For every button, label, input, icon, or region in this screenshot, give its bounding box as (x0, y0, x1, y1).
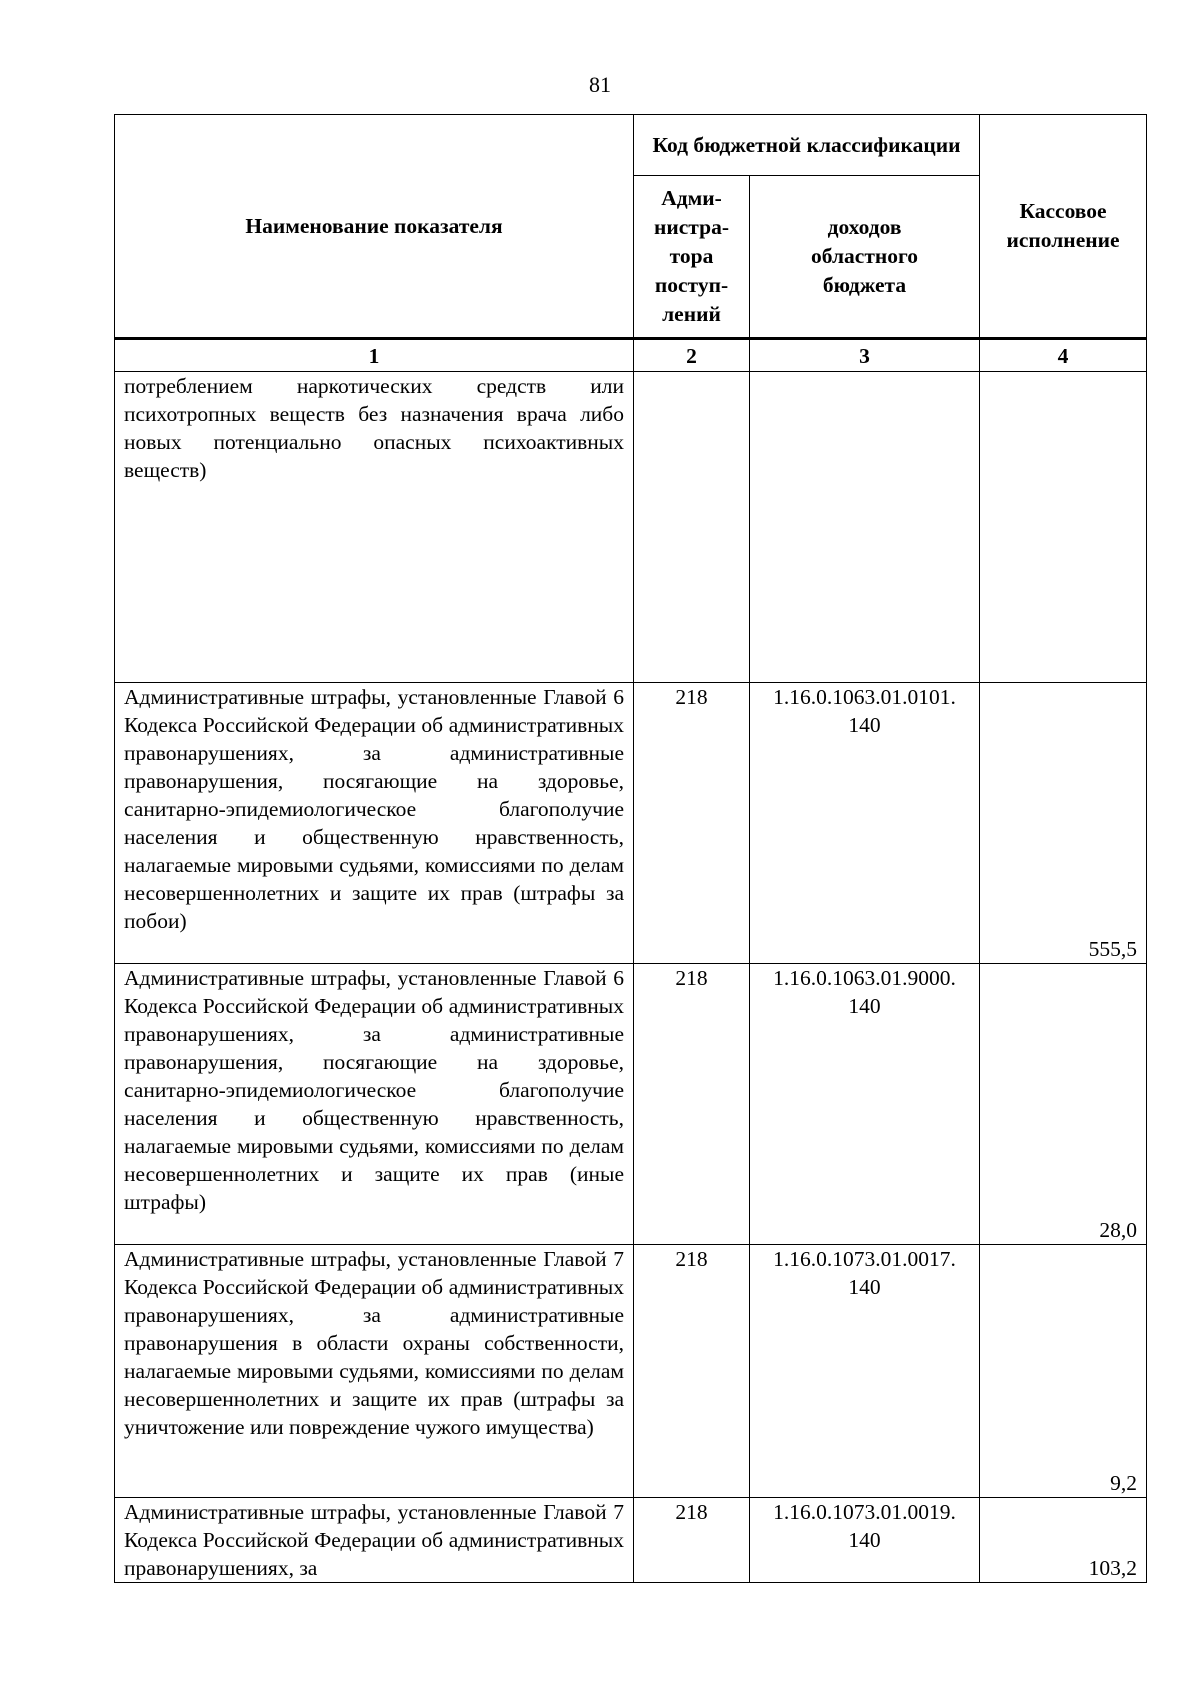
budget-revenue-table (114, 114, 1147, 1583)
header-revenue-line: доходов (827, 215, 902, 239)
revenue-code-cell (750, 964, 980, 1245)
column-number: 4 (980, 339, 1147, 372)
indicator-name-cell: Административные штрафы, установленные Главой 6 Кодекса Российской Федерации об административных правонарушениях, за административные правонарушения, посягающие на здоровье, санитарно-эпидемиологическое благополучие населения и общественную нравственность, налагаемые мировыми судьями, комиссиями по делам несовершеннолетних и защите их прав (иные штрафы) (115, 964, 634, 1245)
page-number: 81 (589, 72, 611, 97)
indicator-name-cell: потреблением наркотических средств или психотропных веществ без назначения врача либо новых потенциально опасных психоактивных веществ) (115, 372, 634, 683)
cash-execution-cell: 9,2 (980, 1245, 1147, 1498)
header-revenue-line: бюджета (822, 273, 907, 297)
revenue-code-line: 140 (848, 994, 881, 1018)
header-indicator-name: Наименование показателя (115, 115, 634, 339)
header-cash-execution-line: Кассовое (1019, 199, 1107, 223)
header-admin-line: нистра- (653, 215, 729, 239)
header-budget-classification-code: Код бюджетной классификации (634, 115, 980, 176)
indicator-name-cell: Административные штрафы, установленные Главой 7 Кодекса Российской Федерации об административных правонарушениях, за административные правонарушения в области охраны собственности, налагаемые мировыми судьями, комиссиями по делам несовершеннолетних и защите их прав (штрафы за уничтожение или повреждение чужого имущества) (115, 1245, 634, 1498)
header-admin-line: лений (662, 302, 721, 326)
revenue-code-line: 1.16.0.1063.01.9000. (773, 966, 956, 990)
cash-execution-cell: 555,5 (980, 683, 1147, 964)
indicator-name-cell: Административные штрафы, установленные Главой 6 Кодекса Российской Федерации об административных правонарушениях, за административные правонарушения, посягающие на здоровье, санитарно-эпидемиологическое благополучие населения и общественную нравственность, налагаемые мировыми судьями, комиссиями по делам несовершеннолетних и защите их прав (штрафы за побои) (115, 683, 634, 964)
header-admin-line: поступ- (654, 273, 729, 297)
revenue-code-line: 140 (848, 1275, 881, 1299)
table-row (115, 683, 1147, 964)
table-row (115, 1245, 1147, 1498)
table-row (115, 372, 1147, 683)
header-admin-line: Адми- (661, 186, 722, 210)
column-number: 2 (634, 339, 750, 372)
revenue-code-line: 1.16.0.1073.01.0019. (773, 1500, 956, 1524)
cash-execution-cell: 28,0 (980, 964, 1147, 1245)
administrator-code-cell: 218 (634, 683, 750, 964)
header-cash-execution (980, 115, 1147, 339)
administrator-code-cell: 218 (634, 964, 750, 1245)
cash-execution-cell (980, 372, 1147, 683)
table-row (115, 964, 1147, 1245)
revenue-code-line: 1.16.0.1063.01.0101. (773, 685, 956, 709)
header-admin-line: тора (669, 244, 714, 268)
header-cash-execution-line: исполнение (1006, 228, 1120, 252)
header-regional-budget-revenue (750, 176, 980, 339)
administrator-code-cell (634, 372, 750, 683)
column-number: 1 (115, 339, 634, 372)
revenue-code-cell (750, 1245, 980, 1498)
header-revenue-administrator (634, 176, 750, 339)
revenue-code-line: 140 (848, 713, 881, 737)
column-number: 3 (750, 339, 980, 372)
revenue-code-cell (750, 372, 980, 683)
administrator-code-cell: 218 (634, 1498, 750, 1583)
cash-execution-cell: 103,2 (980, 1498, 1147, 1583)
revenue-code-cell (750, 683, 980, 964)
revenue-code-cell (750, 1498, 980, 1583)
header-revenue-line: областного (811, 244, 918, 268)
revenue-code-line: 1.16.0.1073.01.0017. (773, 1247, 956, 1271)
table-row (115, 1498, 1147, 1583)
administrator-code-cell: 218 (634, 1245, 750, 1498)
indicator-name-cell: Административные штрафы, установленные Главой 7 Кодекса Российской Федерации об административных правонарушениях, за (115, 1498, 634, 1583)
revenue-code-line: 140 (848, 1528, 881, 1552)
